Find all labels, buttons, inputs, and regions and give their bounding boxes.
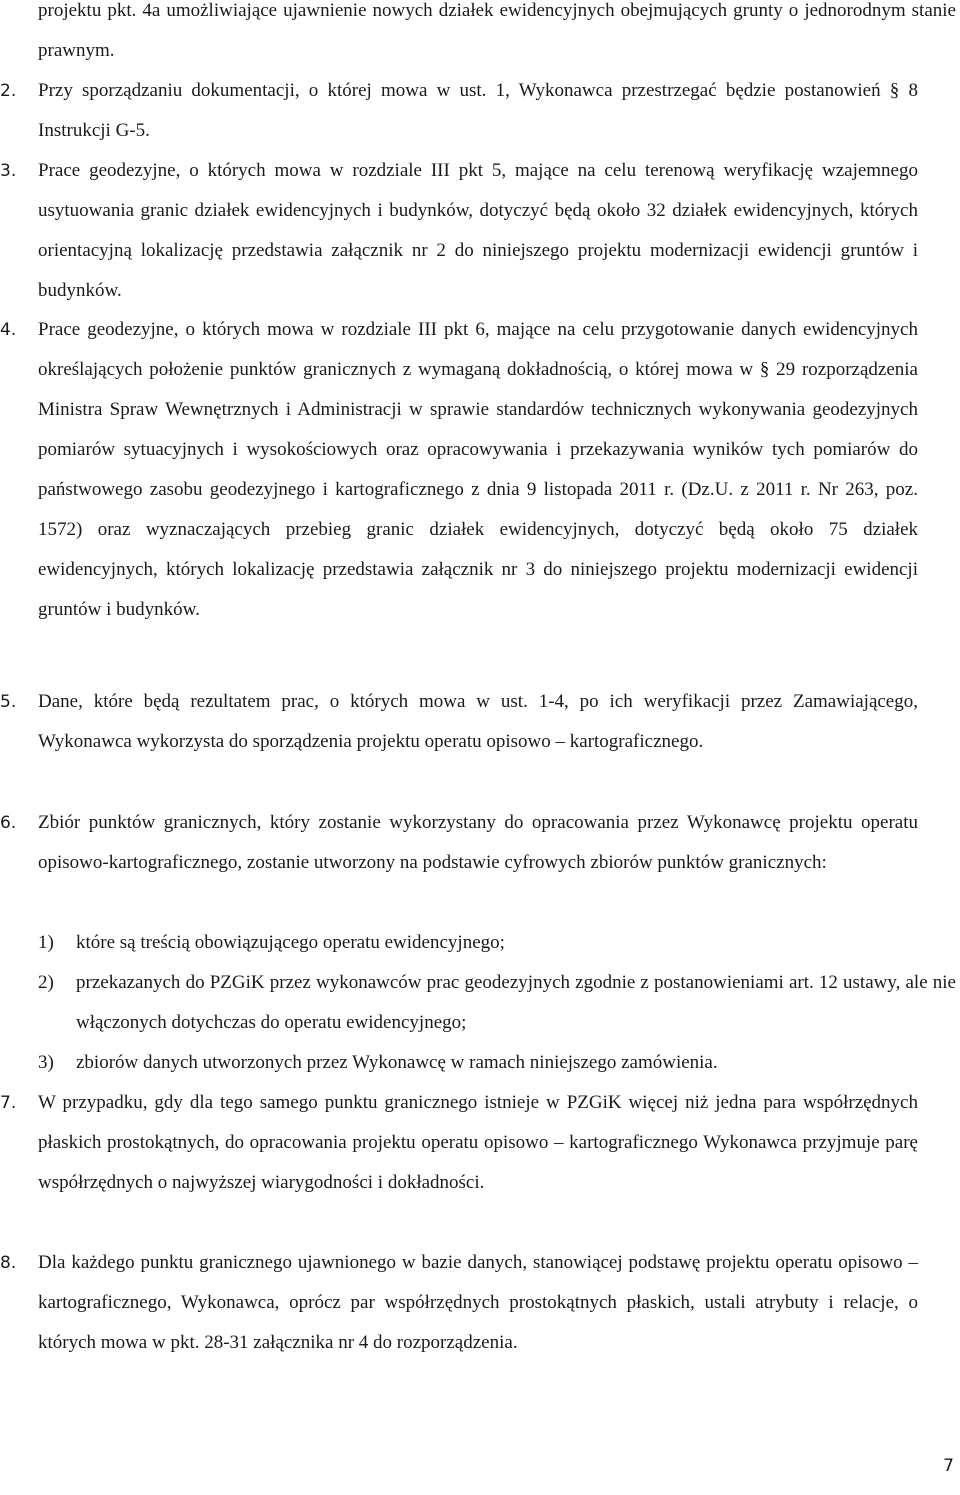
item-text: Prace geodezyjne, o których mowa w rozdziale III pkt 5, mające na celu terenową weryfikację wzajemnego usytuowania granic działek ewidencyjnych i budynków, dotyczyć będą około 32 działek ewidencyjnych, których orientacyjną lokalizację przedstawia załącznik nr 2 do niniejszego projektu modernizacji ewidencji gruntów i budynków. (38, 160, 918, 301)
sub-item-2 (38, 963, 956, 1043)
item-number: 5. (0, 692, 17, 712)
sub-item-number: 3) (38, 1052, 54, 1073)
item-text: Dla każdego punktu granicznego ujawnionego w bazie danych, stanowiącej podstawę projektu operatu opisowo – kartograficznego, Wykonawca, oprócz par współrzędnych prostokątnych płaskich, ustali atrybuty i relacje, o których mowa w pkt. 28-31 załącznika nr 4 do rozporządzenia. (38, 1252, 918, 1353)
item-number: 7. (0, 1093, 17, 1113)
sub-item-3 (38, 1043, 956, 1083)
item-text: W przypadku, gdy dla tego samego punktu granicznego istnieje w PZGiK więcej niż jedna para współrzędnych płaskich prostokątnych, do opracowania projektu operatu opisowo – kartograficznego Wykonawca przyjmuje parę współrzędnych o najwyższej wiarygodności i dokładności. (38, 1092, 918, 1193)
list-item-2 (0, 71, 918, 151)
item-number: 3. (0, 161, 17, 181)
sub-item-text: przekazanych do PZGiK przez wykonawców prac geodezyjnych zgodnie z postanowieniami art. 12 ustawy, ale nie włączonych dotychczas do operatu ewidencyjnego; (76, 972, 956, 1033)
sub-item-text: które są treścią obowiązującego operatu ewidencyjnego; (76, 932, 505, 953)
item-text: Przy sporządzaniu dokumentacji, o której mowa w ust. 1, Wykonawca przestrzegać będzie postanowień § 8 Instrukcji G-5. (38, 80, 918, 141)
page-number: 7 (943, 1456, 954, 1476)
list-item-6 (0, 803, 918, 883)
list-item-5 (0, 682, 918, 762)
item-number: 8. (0, 1253, 17, 1273)
sub-item-1 (38, 923, 956, 963)
sub-item-number: 2) (38, 972, 54, 993)
list-item-3 (0, 151, 918, 311)
list-item-7 (0, 1083, 918, 1203)
item-number: 4. (0, 320, 17, 340)
list-item-4 (0, 310, 918, 630)
continuation-paragraph: projektu pkt. 4a umożliwiające ujawnienie nowych działek ewidencyjnych obejmujących grunty o jednorodnym stanie prawnym. (38, 0, 956, 61)
item-number: 6. (0, 813, 17, 833)
sub-item-number: 1) (38, 932, 54, 953)
item-number: 2. (0, 81, 17, 101)
item-text: Dane, które będą rezultatem prac, o których mowa w ust. 1-4, po ich weryfikacji przez Zamawiającego, Wykonawca wykorzysta do sporządzenia projektu operatu opisowo – kartograficznego. (38, 691, 918, 752)
sub-item-text: zbiorów danych utworzonych przez Wykonawcę w ramach niniejszego zamówienia. (76, 1052, 718, 1073)
item-text: Zbiór punktów granicznych, który zostanie wykorzystany do opracowania przez Wykonawcę projektu operatu opisowo-kartograficznego, zostanie utworzony na podstawie cyfrowych zbiorów punktów granicznych: (38, 812, 918, 873)
item-text: Prace geodezyjne, o których mowa w rozdziale III pkt 6, mające na celu przygotowanie danych ewidencyjnych określających położenie punktów granicznych z wymaganą dokładnością, o której mowa w § 29 rozporządzenia Ministra Spraw Wewnętrznych i Administracji w sprawie standardów technicznych wykonywania geodezyjnych pomiarów sytuacyjnych i wysokościowych oraz opracowywania i przekazywania wyników tych pomiarów do państwowego zasobu geodezyjnego i kartograficznego z dnia 9 listopada 2011 r. (Dz.U. z 2011 r. Nr 263, poz. 1572) oraz wyznaczających przebieg granic działek ewidencyjnych, dotyczyć będą około 75 działek ewidencyjnych, których lokalizację przedstawia załącznik nr 3 do niniejszego projektu modernizacji ewidencji gruntów i budynków. (38, 319, 918, 620)
list-item-8 (0, 1243, 918, 1363)
